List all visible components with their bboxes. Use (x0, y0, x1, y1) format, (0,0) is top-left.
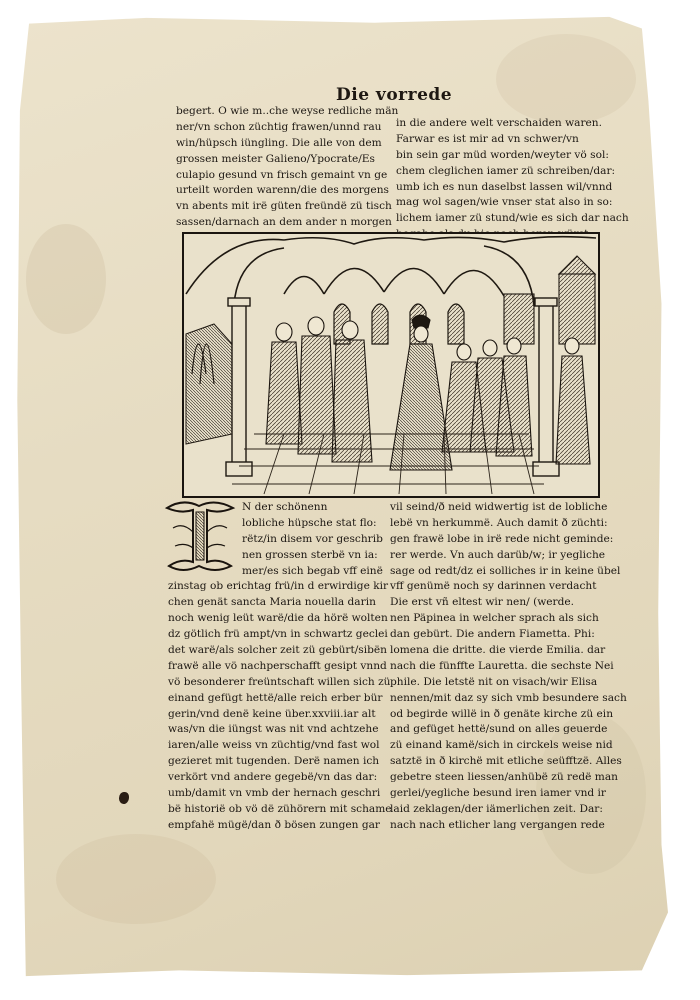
text-line: umb ich es nun daselbst lassen wil/vnnd (396, 180, 613, 193)
text-line: Farwar es ist mir ad vn schwer/vn (396, 132, 579, 145)
text-line: nen grossen sterbë vn ia: (242, 548, 378, 561)
text-line: chen genät sancta Maria nouella darin (168, 596, 376, 609)
text-line: verkört vnd andere gegebë/vn das dar: (168, 771, 378, 784)
text-line: and gefüget hettë/sund on alles geuerde (390, 723, 608, 736)
text-line: Die erst vñ eltest wir nen/ (werde. (390, 596, 575, 609)
text-line: begert. O wie m..che weyse redliche män (176, 105, 399, 117)
text-line: satztë in ð kirchë mit etliche seüfftzë. Alles (390, 755, 622, 768)
text-line: rëtz/in disem vor geschrib (242, 532, 383, 545)
text-line: N der schönenn (242, 501, 328, 513)
right-column (390, 500, 627, 834)
text-line: gerlei/yegliche besund iren iamer vnd ir (390, 787, 606, 800)
text-line: det warë/als solcher zeit zü gebürt/sibën (168, 644, 388, 657)
text-line: rer werde. Vn auch darüb/w; ir yegliche (390, 548, 606, 561)
text-line: einand gefügt hettë/alle reich erber bür (168, 691, 383, 704)
text-line: gen frawë lobe in irë rede nicht geminde: (390, 532, 614, 545)
text-line: lobliche hüpsche stat flo: (242, 516, 377, 529)
text-line: od begirde willë in ð genäte kirche zü ein (390, 707, 614, 720)
text-line: vil seind/ð neid widwertig ist de lobliche (390, 501, 608, 513)
text-line: mag wol sagen/wie vnser stat also in so: (396, 196, 613, 209)
text-line: lebë vn herkummë. Auch damit ð züchti: (390, 516, 608, 529)
text-line: nen Päpinea in welcher sprach als sich (390, 612, 599, 625)
stain (496, 34, 636, 124)
text-line: vn abents mit irë güten freündë zü tisch (176, 200, 392, 213)
text-line: vff genümë noch sy darinnen verdacht (390, 580, 597, 593)
text-line: zinstag ob erichtag frü/in d erwirdige kir (168, 580, 389, 593)
text-line: laid zeklagen/der iämerlichen zeit. Dar: (390, 802, 603, 815)
text-line: chem cleglichen iamer zü schreiben/dar: (396, 164, 616, 177)
text-line: ner/vn schon züchtig frawen/unnd rau (176, 120, 382, 133)
text-line: dan gebürt. Die andern Fiametta. Phi: (390, 628, 595, 641)
text-line: gebetre steen liessen/anhübë zü redë man (390, 771, 618, 784)
text-line: iaren/alle weiss vn züchtig/vnd fast wol (168, 739, 380, 752)
text-line: in die andere welt verschaiden waren. (396, 117, 602, 129)
text-line: nach nach etlicher lang vergangen rede (390, 818, 605, 831)
text-line: phile. Die letstë nit on visach/wir Elisa (390, 675, 598, 688)
stain (56, 834, 216, 924)
text-line: win/hüpsch iüngling. Die alle von dem (176, 136, 382, 149)
text-line: frawë alle vö nachperschafft gesipt vnnd (168, 659, 387, 672)
left-column (168, 500, 392, 834)
woodcut-scene (184, 234, 598, 496)
top-right-column (396, 116, 629, 243)
text-line: lomena die dritte. die vierde Emilia. dar (390, 644, 606, 657)
text-line: culapio gesund vn frisch gemaint vn ge (176, 168, 388, 181)
text-line: bin sein gar müd worden/weyter vö sol: (396, 148, 609, 161)
text-line: gezieret mit tugenden. Derë namen ich (168, 755, 380, 768)
text-line: dz götlich frü ampt/vn in schwartz geclei (168, 628, 388, 641)
text-line: noch wenig leüt warë/die da hörë wolten (168, 612, 388, 625)
text-line: bë historië ob vö dë zühörern mit schame (168, 802, 392, 815)
text-line: sassen/darnach an dem ander n morgen (176, 216, 392, 229)
text-line: lichem iamer zü stund/wie es sich dar nach (396, 212, 629, 225)
text-line: urteilt worden warenn/die des morgens (176, 184, 389, 197)
text-line: zü einand kamë/sich in circkels weise nid (390, 739, 613, 752)
stain (26, 224, 106, 334)
text-line: vö besonderer freüntschaft willen sich zü (168, 675, 391, 688)
text-line: mer/es sich begab vff einë (242, 564, 383, 577)
text-line: sage od redt/dz ei solliches ir in keine übel (390, 564, 621, 577)
text-line: was/vn die iüngst was nit vnd achtzehe (168, 723, 379, 736)
text-line: nach die fünffte Lauretta. die sechste Nei (390, 659, 614, 672)
woodcut-illustration (182, 232, 600, 498)
running-head: Die vorrede (336, 85, 453, 105)
top-left-column (176, 104, 399, 231)
text-line: gerin/vnd denë keine über.xxviii.iar alt (168, 707, 376, 720)
text-line: grossen meister Galieno/Ypocrate/Es (176, 152, 375, 165)
text-line: umb/damit vn vmb der hernach geschri (168, 787, 381, 800)
text-line: nennen/mit daz sy sich vmb besundere sach (390, 691, 627, 704)
text-line: empfahë mügë/dan ð bösen zungen gar (168, 818, 380, 831)
